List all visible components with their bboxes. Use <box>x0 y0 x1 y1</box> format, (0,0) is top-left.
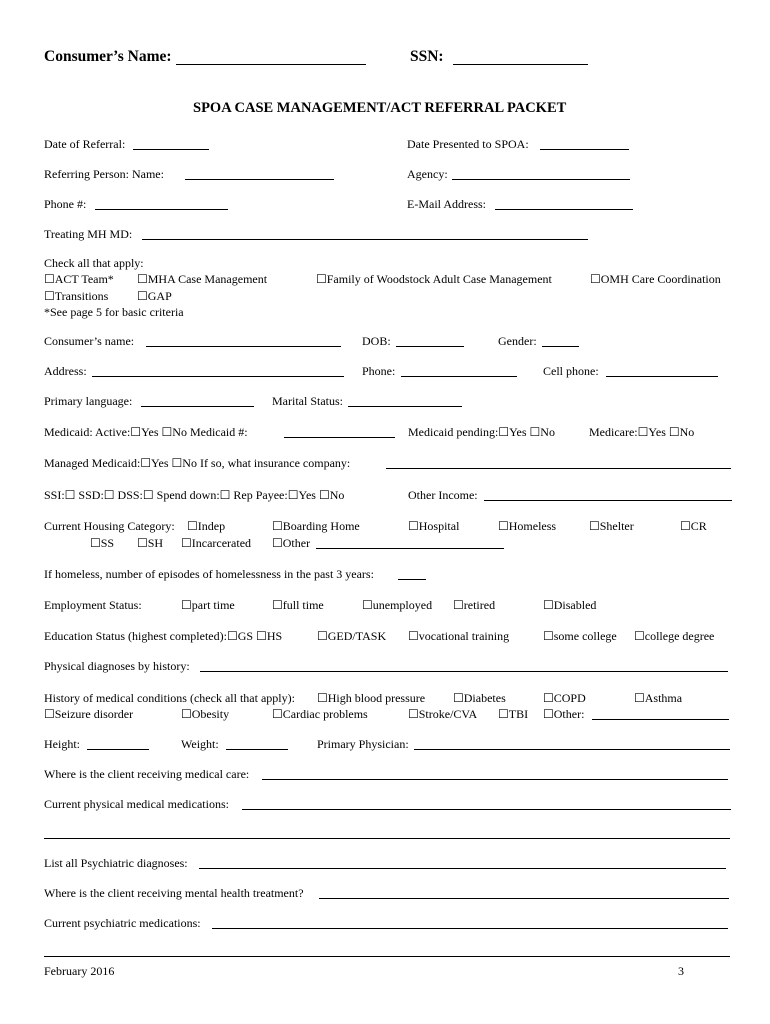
check-all-heading: Check all that apply: <box>44 256 144 270</box>
seizure-checkbox[interactable]: ☐Seizure disorder <box>44 707 134 721</box>
employment-part-time-checkbox[interactable]: ☐part time <box>181 598 235 612</box>
medicaid-active-row[interactable]: Medicaid: Active:☐Yes ☐No Medicaid #: <box>44 425 248 439</box>
consumer-name-label: Consumer’s Name: <box>44 48 172 65</box>
medical-care-label: Where is the client receiving medical care: <box>44 767 250 781</box>
housing-sh-checkbox[interactable]: ☐SH <box>137 536 164 550</box>
referring-person-line[interactable] <box>185 179 334 180</box>
insurance-company-line[interactable] <box>386 468 731 469</box>
education-ged-checkbox[interactable]: ☐GED/TASK <box>317 629 387 643</box>
cell-phone-line[interactable] <box>606 376 718 377</box>
referring-person-label: Referring Person: Name: <box>44 167 164 181</box>
weight-line[interactable] <box>226 749 288 750</box>
omh-checkbox[interactable]: ☐OMH Care Coordination <box>590 272 721 286</box>
housing-shelter-checkbox[interactable]: ☐Shelter <box>589 519 634 533</box>
date-of-referral-line[interactable] <box>133 149 209 150</box>
primary-physician-label: Primary Physician: <box>317 737 409 751</box>
consumer-name-field-label: Consumer’s name: <box>44 334 135 348</box>
homeless-episodes-label: If homeless, number of episodes of homelessness in the past 3 years: <box>44 567 374 581</box>
physical-meds-label: Current physical medical medications: <box>44 797 229 811</box>
asthma-checkbox[interactable]: ☐Asthma <box>634 691 683 705</box>
psych-meds-label: Current psychiatric medications: <box>44 916 201 930</box>
obesity-checkbox[interactable]: ☐Obesity <box>181 707 230 721</box>
footer-divider <box>44 956 730 957</box>
diabetes-checkbox[interactable]: ☐Diabetes <box>453 691 506 705</box>
psych-diagnoses-line[interactable] <box>199 868 726 869</box>
tbi-checkbox[interactable]: ☐TBI <box>498 707 529 721</box>
agency-label: Agency: <box>407 167 448 181</box>
consumer-name-field-line[interactable] <box>146 346 341 347</box>
consumer-name-line[interactable] <box>176 64 366 65</box>
mh-treatment-label: Where is the client receiving mental health treatment? <box>44 886 304 900</box>
footer-date: February 2016 <box>44 964 115 978</box>
gender-line[interactable] <box>542 346 579 347</box>
hbp-checkbox[interactable]: ☐High blood pressure <box>317 691 426 705</box>
stroke-checkbox[interactable]: ☐Stroke/CVA <box>408 707 478 721</box>
psych-diagnoses-label: List all Psychiatric diagnoses: <box>44 856 188 870</box>
employment-label: Employment Status: <box>44 598 142 612</box>
ssn-label: SSN: <box>410 48 444 65</box>
height-line[interactable] <box>87 749 149 750</box>
housing-cr-checkbox[interactable]: ☐CR <box>680 519 707 533</box>
date-of-referral-label: Date of Referral: <box>44 137 126 151</box>
page-number: 3 <box>678 964 684 978</box>
agency-line[interactable] <box>452 179 630 180</box>
managed-medicaid-row[interactable]: Managed Medicaid:☐Yes ☐No If so, what insurance company: <box>44 456 351 470</box>
address-line[interactable] <box>92 376 344 377</box>
mha-checkbox[interactable]: ☐MHA Case Management <box>137 272 268 286</box>
transitions-checkbox[interactable]: ☐Transitions <box>44 289 109 303</box>
criteria-note: *See page 5 for basic criteria <box>44 305 184 319</box>
phone-field-label: Phone: <box>362 364 396 378</box>
cardiac-checkbox[interactable]: ☐Cardiac problems <box>272 707 368 721</box>
medicare-row[interactable]: Medicare:☐Yes ☐No <box>589 425 695 439</box>
physical-diagnoses-label: Physical diagnoses by history: <box>44 659 190 673</box>
physical-meds-line[interactable] <box>242 809 731 810</box>
gap-checkbox[interactable]: ☐GAP <box>137 289 172 303</box>
cell-phone-label: Cell phone: <box>543 364 599 378</box>
copd-checkbox[interactable]: ☐COPD <box>543 691 586 705</box>
height-label: Height: <box>44 737 80 751</box>
housing-homeless-checkbox[interactable]: ☐Homeless <box>498 519 557 533</box>
email-line[interactable] <box>495 209 633 210</box>
phone-line[interactable] <box>95 209 228 210</box>
housing-other-line[interactable] <box>316 548 504 549</box>
employment-disabled-checkbox[interactable]: ☐Disabled <box>543 598 597 612</box>
medicaid-pending-row[interactable]: Medicaid pending:☐Yes ☐No <box>408 425 555 439</box>
housing-indep-checkbox[interactable]: ☐Indep <box>187 519 226 533</box>
address-label: Address: <box>44 364 87 378</box>
phone-field-line[interactable] <box>401 376 517 377</box>
housing-boarding-checkbox[interactable]: ☐Boarding Home <box>272 519 360 533</box>
education-vocational-checkbox[interactable]: ☐vocational training <box>408 629 510 643</box>
weight-label: Weight: <box>181 737 219 751</box>
treating-md-line[interactable] <box>142 239 588 240</box>
homeless-episodes-line[interactable] <box>398 579 426 580</box>
physical-meds-line-2[interactable] <box>44 838 730 839</box>
primary-physician-line[interactable] <box>414 749 730 750</box>
family-woodstock-checkbox[interactable]: ☐Family of Woodstock Adult Case Management <box>316 272 552 286</box>
medicaid-number-line[interactable] <box>284 437 395 438</box>
physical-diagnoses-line[interactable] <box>200 671 728 672</box>
medical-history-label: History of medical conditions (check all that apply): <box>44 691 295 705</box>
medical-care-line[interactable] <box>262 779 728 780</box>
primary-language-label: Primary language: <box>44 394 133 408</box>
housing-label: Current Housing Category: <box>44 519 175 533</box>
other-income-label: Other Income: <box>408 488 478 502</box>
psych-meds-line[interactable] <box>212 928 728 929</box>
housing-incarcerated-checkbox[interactable]: ☐Incarcerated <box>181 536 252 550</box>
page-title: SPOA CASE MANAGEMENT/ACT REFERRAL PACKET <box>193 100 567 116</box>
housing-hospital-checkbox[interactable]: ☐Hospital <box>408 519 460 533</box>
treating-md-label: Treating MH MD: <box>44 227 133 241</box>
education-degree-checkbox[interactable]: ☐college degree <box>634 629 715 643</box>
employment-retired-checkbox[interactable]: ☐retired <box>453 598 496 612</box>
ssn-line[interactable] <box>453 64 588 65</box>
primary-language-line[interactable] <box>141 406 254 407</box>
education-some-college-checkbox[interactable]: ☐some college <box>543 629 617 643</box>
mh-treatment-line[interactable] <box>319 898 729 899</box>
date-presented-line[interactable] <box>540 149 629 150</box>
email-label: E-Mail Address: <box>407 197 486 211</box>
medical-other-checkbox[interactable]: ☐Other: <box>543 707 585 721</box>
marital-status-line[interactable] <box>348 406 462 407</box>
gender-label: Gender: <box>498 334 537 348</box>
dob-line[interactable] <box>396 346 464 347</box>
income-checkbox-row[interactable]: SSI:☐ SSD:☐ DSS:☐ Spend down:☐ Rep Payee:☐Yes ☐No <box>44 488 345 502</box>
medical-other-line[interactable] <box>592 719 729 720</box>
other-income-line[interactable] <box>484 500 732 501</box>
employment-unemployed-checkbox[interactable]: ☐unemployed <box>362 598 433 612</box>
housing-other-checkbox[interactable]: ☐Other <box>272 536 311 550</box>
housing-ss-checkbox[interactable]: ☐SS <box>90 536 115 550</box>
act-team-checkbox[interactable]: ☐ACT Team* <box>44 272 114 286</box>
phone-label: Phone #: <box>44 197 87 211</box>
employment-full-time-checkbox[interactable]: ☐full time <box>272 598 324 612</box>
education-row[interactable]: Education Status (highest completed):☐GS ☐HS <box>44 629 283 643</box>
marital-status-label: Marital Status: <box>272 394 343 408</box>
date-presented-label: Date Presented to SPOA: <box>407 137 529 151</box>
dob-label: DOB: <box>362 334 391 348</box>
